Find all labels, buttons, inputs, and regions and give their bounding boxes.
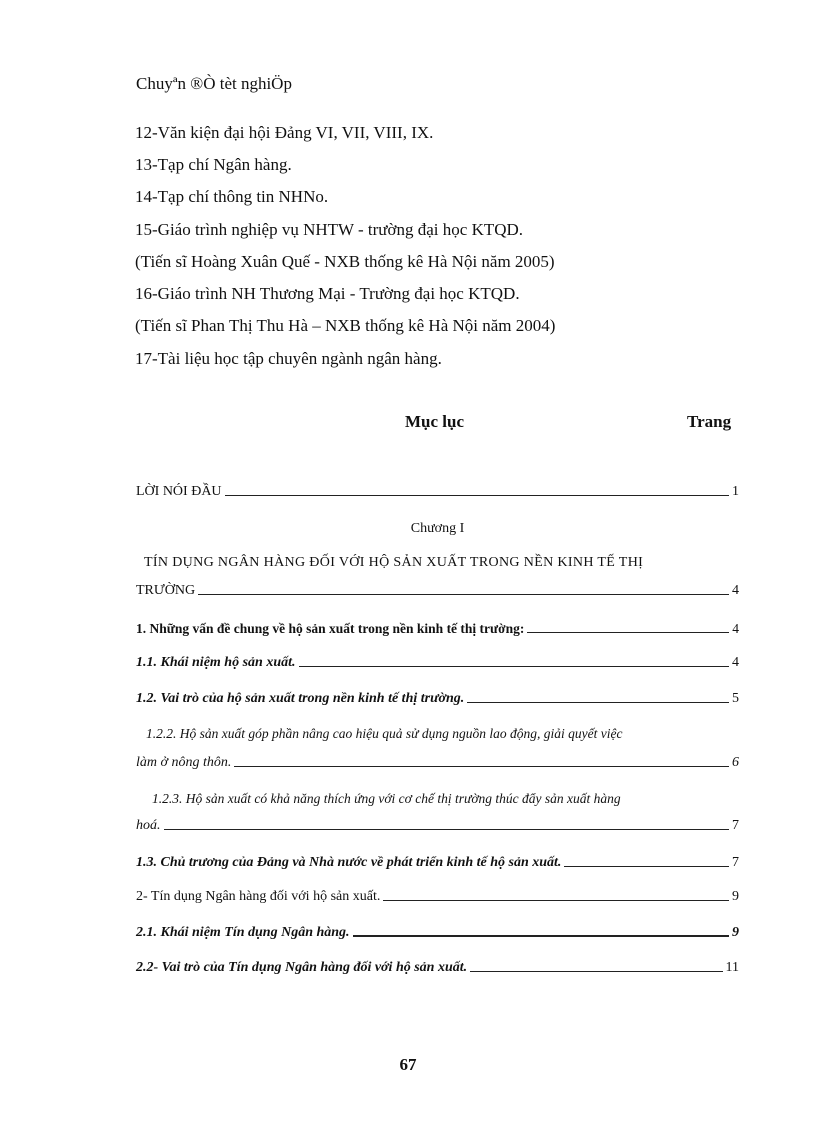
reference-item: (Tiến sĩ Hoàng Xuân Quế - NXB thống kê Hà Nội năm 2005) [135, 252, 555, 271]
toc-entry-page: 4 [732, 655, 739, 670]
toc-entry-text: 1.1. Khái niệm hộ sản xuất. [136, 655, 296, 670]
leader-line [234, 765, 729, 767]
reference-item: 14-Tạp chí thông tin NHNo. [135, 187, 329, 206]
toc-entry [136, 655, 739, 671]
toc-entry [136, 960, 739, 976]
toc-entry-text: 1. Những vấn đề chung về hộ sản xuất trong nền kinh tế thị trường: [136, 621, 525, 636]
toc-entry-intro [136, 484, 739, 500]
toc-entry-text: TRƯỜNG [136, 583, 196, 598]
reference-item: 17-Tài liệu học tập chuyên ngành ngân hàng. [135, 349, 442, 368]
toc-entry-text: 1.3. Chủ trương của Đảng và Nhà nước về phát triển kinh tế hộ sản xuất. [136, 855, 562, 870]
toc-entry-text: 1.2.2. Hộ sản xuất góp phần nâng cao hiệu quả sử dụng nguồn lao động, giải quyết việc [146, 726, 623, 741]
toc-entry-page: 11 [725, 960, 739, 975]
toc-entry [136, 925, 739, 941]
toc-entry [136, 755, 739, 771]
toc-entry-text: 2.2- Vai trò của Tín dụng Ngân hàng đối với hộ sản xuất. [136, 960, 468, 975]
toc-entry [136, 691, 739, 707]
toc-page-header: Trang [687, 412, 732, 431]
toc-entry-text: LỜI NÓI ĐẦU [136, 484, 222, 499]
toc-entry-text: 1.2.3. Hộ sản xuất có khả năng thích ứng với cơ chế thị trường thúc đẩy sản xuất hàng [152, 791, 621, 806]
toc-entry-text: 2.1. Khái niệm Tín dụng Ngân hàng. [136, 925, 350, 940]
chapter-label: Chương I [410, 521, 465, 536]
leader-line [225, 494, 729, 496]
reference-item: 16-Giáo trình NH Thương Mại - Trường đại học KTQD. [135, 284, 520, 303]
toc-entry-text: làm ở nông thôn. [136, 755, 232, 770]
reference-item: 15-Giáo trình nghiệp vụ NHTW - trường đại học KTQD. [135, 220, 524, 239]
toc-entry-page: 4 [732, 621, 739, 636]
toc-entry-text: 1.2. Vai trò của hộ sản xuất trong nền kinh tế thị trường. [136, 691, 465, 706]
leader-line [527, 631, 729, 633]
reference-item: 13-Tạp chí Ngân hàng. [135, 155, 292, 174]
toc-entry-page: 7 [732, 855, 739, 870]
chapter-title: TÍN DỤNG NGÂN HÀNG ĐỐI VỚI HỘ SẢN XUẤT TRONG NỀN KINH TẾ THỊ [144, 555, 644, 570]
toc-entry [136, 889, 739, 905]
toc-entry-page: 9 [732, 889, 739, 904]
toc-entry [136, 855, 739, 871]
toc-entry-page: 4 [732, 583, 739, 598]
reference-item: 12-Văn kiện đại hội Đảng VI, VII, VIII, IX. [135, 123, 434, 142]
toc-entry-page: 1 [732, 484, 739, 499]
toc-entry-page: 9 [732, 925, 739, 940]
toc-entry-page: 6 [732, 755, 739, 770]
running-header: Chuyªn ®Ò tèt nghiÖp [136, 74, 292, 93]
leader-line [299, 665, 730, 667]
leader-line [164, 828, 730, 830]
toc-entry-page: 5 [732, 691, 739, 706]
toc-entry-text: hoá. [136, 818, 161, 833]
toc-entry-chapter [136, 583, 739, 599]
leader-line [198, 593, 729, 595]
toc-entry [136, 818, 739, 834]
page-number: 67 [399, 1055, 417, 1074]
reference-item: (Tiến sĩ Phan Thị Thu Hà – NXB thống kê Hà Nội năm 2004) [135, 316, 556, 335]
leader-line [383, 899, 729, 901]
leader-line [353, 934, 729, 937]
toc-title: Mục lục [405, 412, 465, 431]
toc-entry [136, 621, 739, 637]
toc-entry-text: 2- Tín dụng Ngân hàng đối với hộ sản xuất. [136, 889, 381, 904]
toc-entry-page: 7 [732, 818, 739, 833]
leader-line [564, 865, 729, 867]
leader-line [470, 970, 722, 972]
leader-line [467, 701, 729, 703]
